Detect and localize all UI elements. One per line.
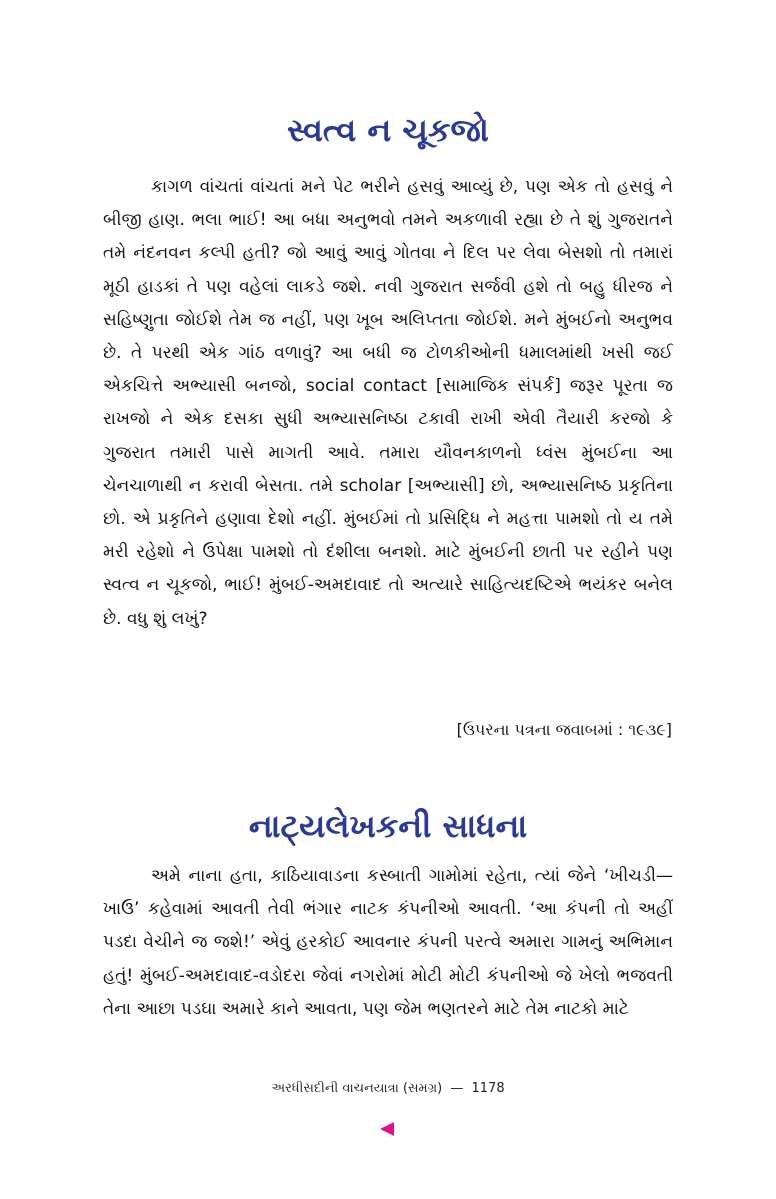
footer-separator: — [450, 1081, 464, 1096]
section-body-natyalekhak: અમે નાના હતા, કાઠિયાવાડના કસ્બાતી ગામોમાં રહેતા, ત્યાં જેને ‘ખીચડી—ખાઉ’ કહેવામાં આવતી તેવી ભંગાર નાટક કંપનીઓ આવતી. ‘આ કંપની તો અહીં પડદા વેચીને જ જશે!’ એવું હરકોઈ આવનાર કંપની પરત્વે અમારા ગામનું અભિમાન હતું! મુંબઈ-અમદાવાદ-વડોદરા જેવાં નગરોમાં મોટી મોટી કંપનીઓ જે ખેલો ભજવતી તેના આછા પડઘા અમારે કાને આવતા, પણ જેમ ભણતરને માટે તેમ નાટકો માટે [103, 866, 673, 1019]
footer-page-number: 1178 [471, 1081, 505, 1096]
page-footer [0, 1080, 776, 1098]
section-body-svatva: કાગળ વાંચતાં વાંચતાં મને પેટ ભરીને હસવું આવ્યું છે, પણ એક તો હસવું ને બીજી હાણ. ભલા ભાઈ! આ બધા અનુભવો તમને અકળાવી રહ્યા છે તે શું ગુજરાતને તમે નંદનવન કલ્પી હતી? જો આવું આવું ગોતવા ને દિલ પર લેવા બેસશો તો તમારાં મૂઠી હાડકાં તે પણ વહેલાં લાકડે જશે. નવી ગુજરાત સર્જવી હશે તો બહુ ધીરજ ને સહિષ્ણુતા જોઈશે તેમ જ નહીં, પણ ખૂબ અલિપ્તતા જોઈશે. મને મુંબઈનો અનુભવ છે. તે પરથી એક ગાંઠ વળાવું? આ બધી જ ટોળકીઓની ધમાલમાંથી ખસી જઈ એકચિત્તે અભ્યાસી બનજો, social contact [સામાજિક સંપર્ક] જરૂર પૂરતા જ રાખજો ને એક દસકા સુધી અભ્યાસનિષ્ઠા ટકાવી રાખી એવી તૈયારી કરજો કે ગુજરાત તમારી પાસે માગતી આવે. તમારા યૌવનકાળનો ધ્વંસ મુંબઈના આ ચેનચાળાથી ન કરાવી બેસતા. તમે scholar [અભ્યાસી] છો, અભ્યાસનિષ્ઠ પ્રકૃતિના છો. એ પ્રકૃતિને હણાવા દેશો નહીં. મુંબઈમાં તો પ્રસિદ્ધિ ને મહત્તા પામશો તો ય તમે મરી રહેશો ને ઉપેક્ષા પામશો તો દંશીલા બનશો. માટે મુંબઈની છાતી પર રહીને પણ સ્વત્વ ન ચૂકજો, ભાઈ! મુંબઈ-અમદાવાદ તો અત્યારે સાહિત્યદષ્ટિએ ભયંકર બનેલ છે. વધુ શું લખું? [103, 177, 673, 629]
section-title-svatva: સ્વત્વ ન ચૂકજો [287, 111, 489, 149]
previous-page-arrow-icon[interactable] [380, 1122, 394, 1136]
footer-book-title: અરધીસદીની વાચનયાત્રા (સમગ્ર) [271, 1081, 443, 1096]
section-title-natyalekhak: નાટ્યલેખકની સાધના [248, 807, 528, 845]
citation-note: [ઉપરના પત્રના જવાબમાં : ૧૯૩૯] [456, 720, 672, 739]
